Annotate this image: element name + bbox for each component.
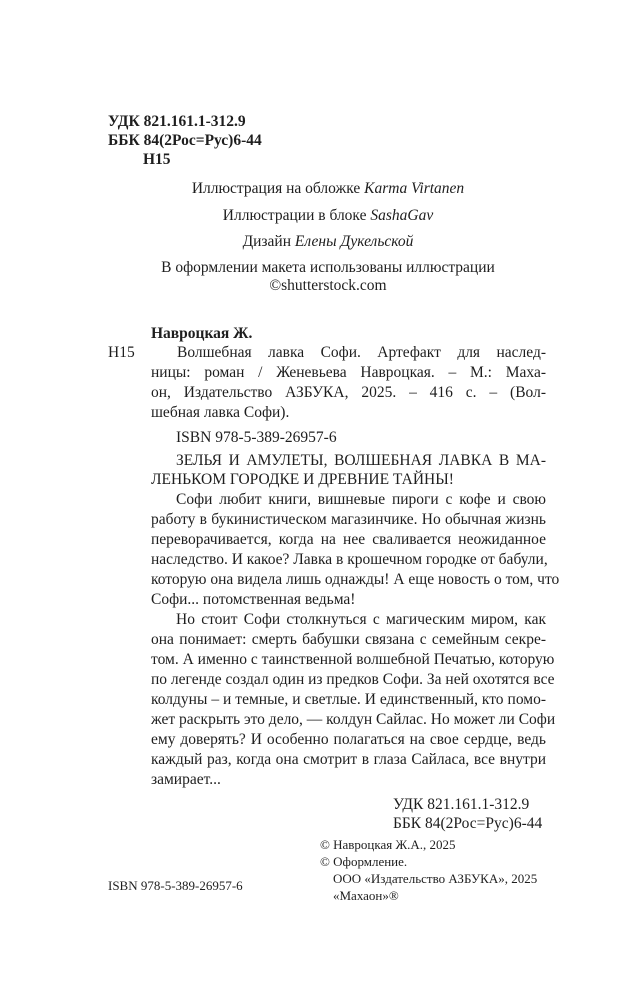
- annotation-p2-line: Но стоит Софи столкнуться с магическим миром, как: [176, 611, 546, 628]
- credit-label: Иллюстрации в блоке: [222, 207, 371, 224]
- catalog-line-4: шебная лавка Софи).: [151, 404, 290, 421]
- catalog-isbn: ISBN 978-5-389-26957-6: [176, 429, 337, 446]
- annotation-headline-2: ЛЕНЬКОМ ГОРОДКЕ И ДРЕВНИЕ ТАЙНЫ!: [151, 471, 454, 488]
- credit-name: SashaGav: [370, 207, 434, 224]
- annotation-p2-line: жет раскрыть это дело, — колдун Сайлас. Но может ли Софи: [151, 711, 556, 728]
- stock-credit-line2: ©shutterstock.com: [269, 277, 387, 294]
- annotation-p2-line: она понимает: смерть бабушки связана с семейным секре-: [151, 631, 546, 648]
- stock-credit-line1: В оформлении макета использованы иллюстрации: [161, 259, 495, 276]
- catalog-mark: Н15: [108, 344, 135, 361]
- bbk-code-bottom: ББК 84(2Рос=Рус)6-44: [393, 815, 543, 832]
- design-credit: [108, 232, 548, 252]
- author-mark-top: Н15: [143, 151, 171, 168]
- annotation-p2-line: каждый раз, когда она смотрит в глаза Сайласа, все внутри: [151, 751, 546, 768]
- annotation-p2-line: по легенде создал один из предков Софи. За ней охотятся все: [151, 671, 555, 688]
- copyright-imprint: «Махаон»®: [333, 888, 399, 903]
- annotation-p1-line: которую она видела лишь однажды! А еще новость о том, что: [151, 571, 560, 588]
- annotation-p1-line: Софи любит книги, вишневые пироги с кофе и свою: [176, 491, 546, 508]
- annotation-p1-line: работу в букинистическом магазинчике. Но обычная жизнь: [151, 511, 546, 528]
- annotation-p2-line: колдуны – и темные, и светлые. И единственный, кто помо-: [151, 691, 546, 708]
- annotation-p1-line: Софи... потомственная ведьма!: [151, 591, 356, 608]
- copyright-publisher: ООО «Издательство АЗБУКА», 2025: [333, 871, 538, 886]
- udk-code-bottom: УДК 821.161.1-312.9: [393, 796, 530, 813]
- credit-label: Иллюстрация на обложке: [191, 180, 365, 197]
- annotation-p2-line: ему доверять? И особенно полагаться на свое сердце, ведь: [151, 731, 546, 748]
- credit-label: Дизайн: [242, 233, 295, 250]
- bbk-code-top: ББК 84(2Рос=Рус)6-44: [108, 132, 262, 149]
- credit-name: Елены Дукельской: [294, 233, 414, 250]
- annotation-headline-1: ЗЕЛЬЯ И АМУЛЕТЫ, ВОЛШЕБНАЯ ЛАВКА В МА-: [176, 452, 546, 469]
- catalog-author: Навроцкая Ж.: [151, 325, 253, 342]
- annotation-p2-line: замирает...: [151, 771, 221, 788]
- copyright-author: © Навроцкая Ж.А., 2025: [320, 837, 456, 852]
- credit-name: Karma Virtanen: [364, 180, 465, 197]
- udk-code-top: УДК 821.161.1-312.9: [108, 113, 246, 130]
- annotation-p1-line: переворачивается, когда на нее сваливается неожиданное: [151, 531, 546, 548]
- annotation-p2-line: том. А именно с таинственной волшебной Печатью, которую: [151, 651, 555, 668]
- footer-isbn: ISBN 978-5-389-26957-6: [108, 878, 243, 893]
- copyright-design: © Оформление.: [320, 854, 408, 869]
- catalog-line-3: он, Издательство АЗБУКА, 2025. – 416 с. – (Вол-: [151, 384, 546, 401]
- catalog-line-1: Волшебная лавка Софи. Артефакт для наслед-: [177, 344, 546, 361]
- catalog-line-2: ницы: роман / Женевьева Навроцкая. – М.: Маха-: [151, 364, 546, 381]
- annotation-p1-line: наследство. И какое? Лавка в крошечном городке от бабули,: [151, 551, 548, 568]
- block-illustration-credit: [108, 206, 548, 226]
- copyright-block: [320, 836, 537, 904]
- cover-illustration-credit: [108, 179, 548, 199]
